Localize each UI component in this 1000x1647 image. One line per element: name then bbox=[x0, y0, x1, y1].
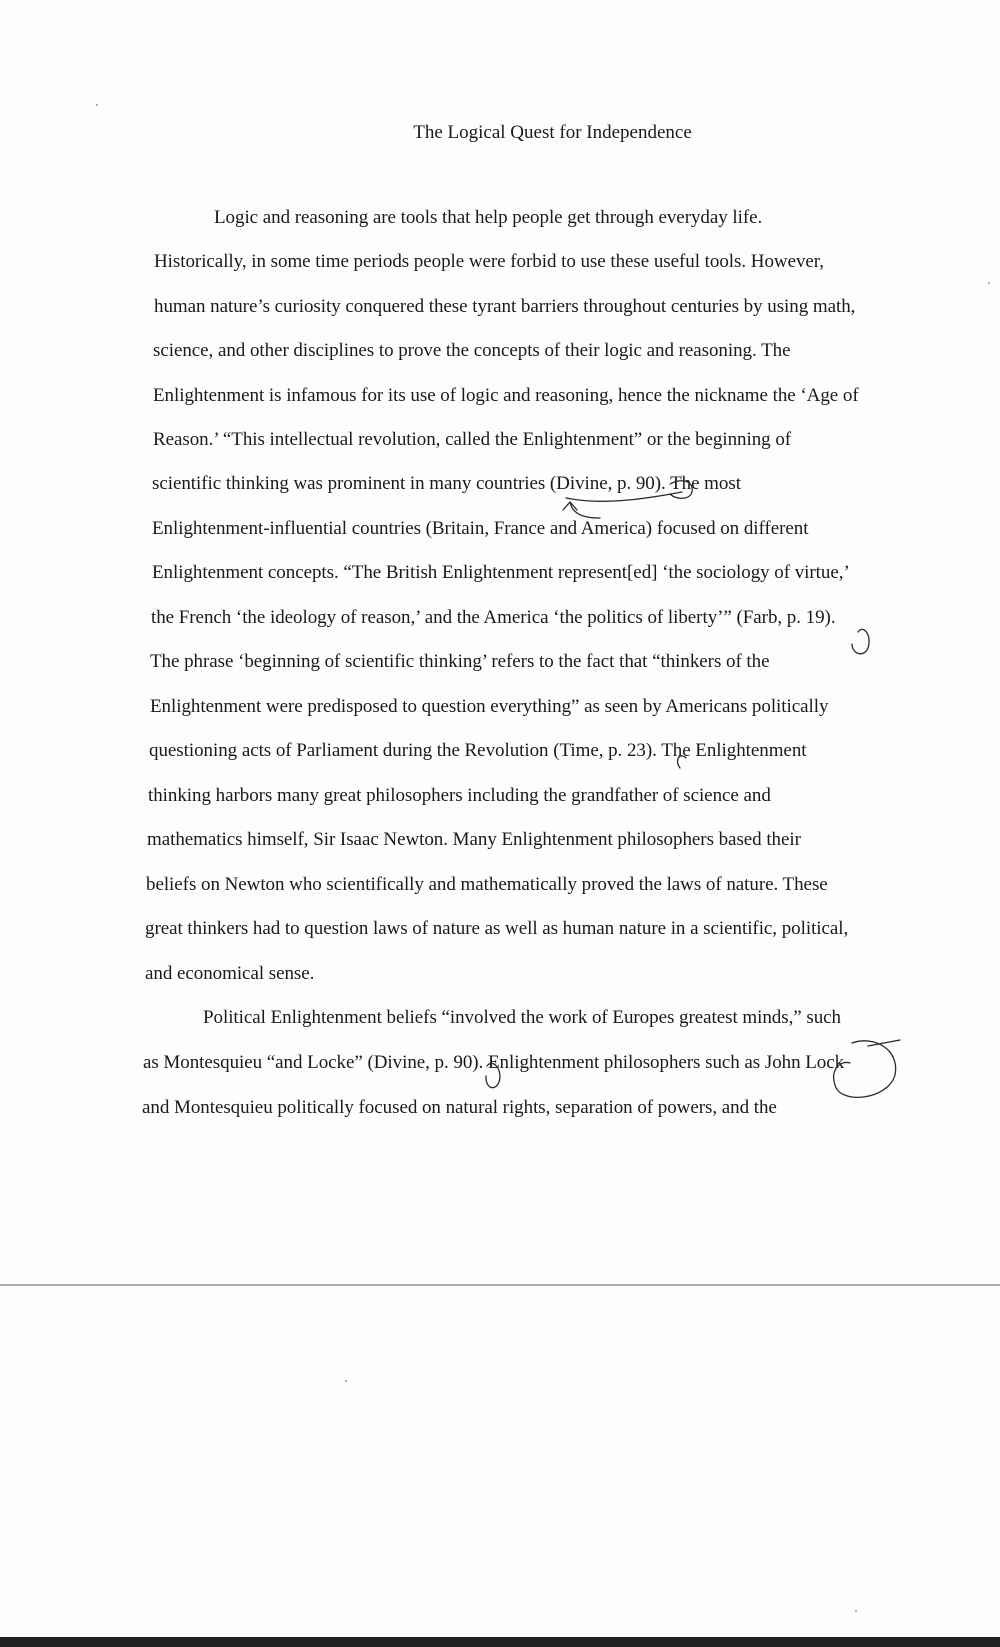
text-line-9: Enlightenment concepts. “The British Enlightenment represent[ed] ‘the sociology of virtue,’ bbox=[152, 562, 850, 583]
text-line-6: Reason.’ “This intellectual revolution, called the Enlightenment” or the beginning of bbox=[153, 429, 792, 450]
document-title: The Logical Quest for Independence bbox=[413, 122, 692, 143]
text-line-10: the French ‘the ideology of reason,’ and the America ‘the politics of liberty’” (Farb, p. 19). bbox=[151, 607, 836, 628]
text-line-14: thinking harbors many great philosophers including the grandfather of science and bbox=[148, 785, 771, 806]
text-line-2: Historically, in some time periods people were forbid to use these useful tools. However, bbox=[154, 251, 825, 272]
text-line-7: scientific thinking was prominent in many countries (Divine, p. 90). The most bbox=[152, 473, 741, 494]
text-line-1: Logic and reasoning are tools that help people get through everyday life. bbox=[214, 207, 763, 228]
text-line-15: mathematics himself, Sir Isaac Newton. Many Enlightenment philosophers based their bbox=[147, 829, 801, 850]
text-line-3: human nature’s curiosity conquered these tyrant barriers throughout centuries by using math, bbox=[154, 296, 856, 317]
text-line-16: beliefs on Newton who scientifically and mathematically proved the laws of nature. These bbox=[146, 874, 828, 895]
text-line-21: and Montesquieu politically focused on natural rights, separation of powers, and the bbox=[142, 1097, 777, 1118]
circle-annotation-2 bbox=[852, 629, 869, 653]
margin-mark bbox=[868, 1040, 900, 1046]
text-line-17: great thinkers had to question laws of nature as well as human nature in a scientific, political, bbox=[145, 918, 849, 939]
scan-border bbox=[0, 1637, 1000, 1647]
text-line-18: and economical sense. bbox=[145, 963, 315, 984]
text-line-19: Political Enlightenment beliefs “involved the work of Europes greatest minds,” such bbox=[203, 1007, 842, 1028]
arrow-annotation bbox=[563, 502, 600, 518]
scan-speck bbox=[345, 1380, 347, 1382]
scan-speck bbox=[96, 104, 98, 106]
text-line-5: Enlightenment is infamous for its use of logic and reasoning, hence the nickname the ‘Age of bbox=[153, 385, 859, 406]
scan-speck bbox=[988, 282, 990, 284]
text-line-4: science, and other disciplines to prove the concepts of their logic and reasoning. The bbox=[153, 340, 791, 361]
page-fold-edge bbox=[0, 1284, 1000, 1286]
text-line-12: Enlightenment were predisposed to question everything” as seen by Americans politically bbox=[150, 696, 829, 717]
scan-speck bbox=[855, 1610, 857, 1612]
text-line-8: Enlightenment-influential countries (Britain, France and America) focused on different bbox=[152, 518, 809, 539]
text-line-20: as Montesquieu “and Locke” (Divine, p. 90). Enlightenment philosophers such as John Lock bbox=[143, 1052, 845, 1073]
text-line-11: The phrase ‘beginning of scientific thinking’ refers to the fact that “thinkers of the bbox=[150, 651, 770, 672]
text-line-13: questioning acts of Parliament during the Revolution (Time, p. 23). The Enlightenment bbox=[149, 740, 807, 761]
